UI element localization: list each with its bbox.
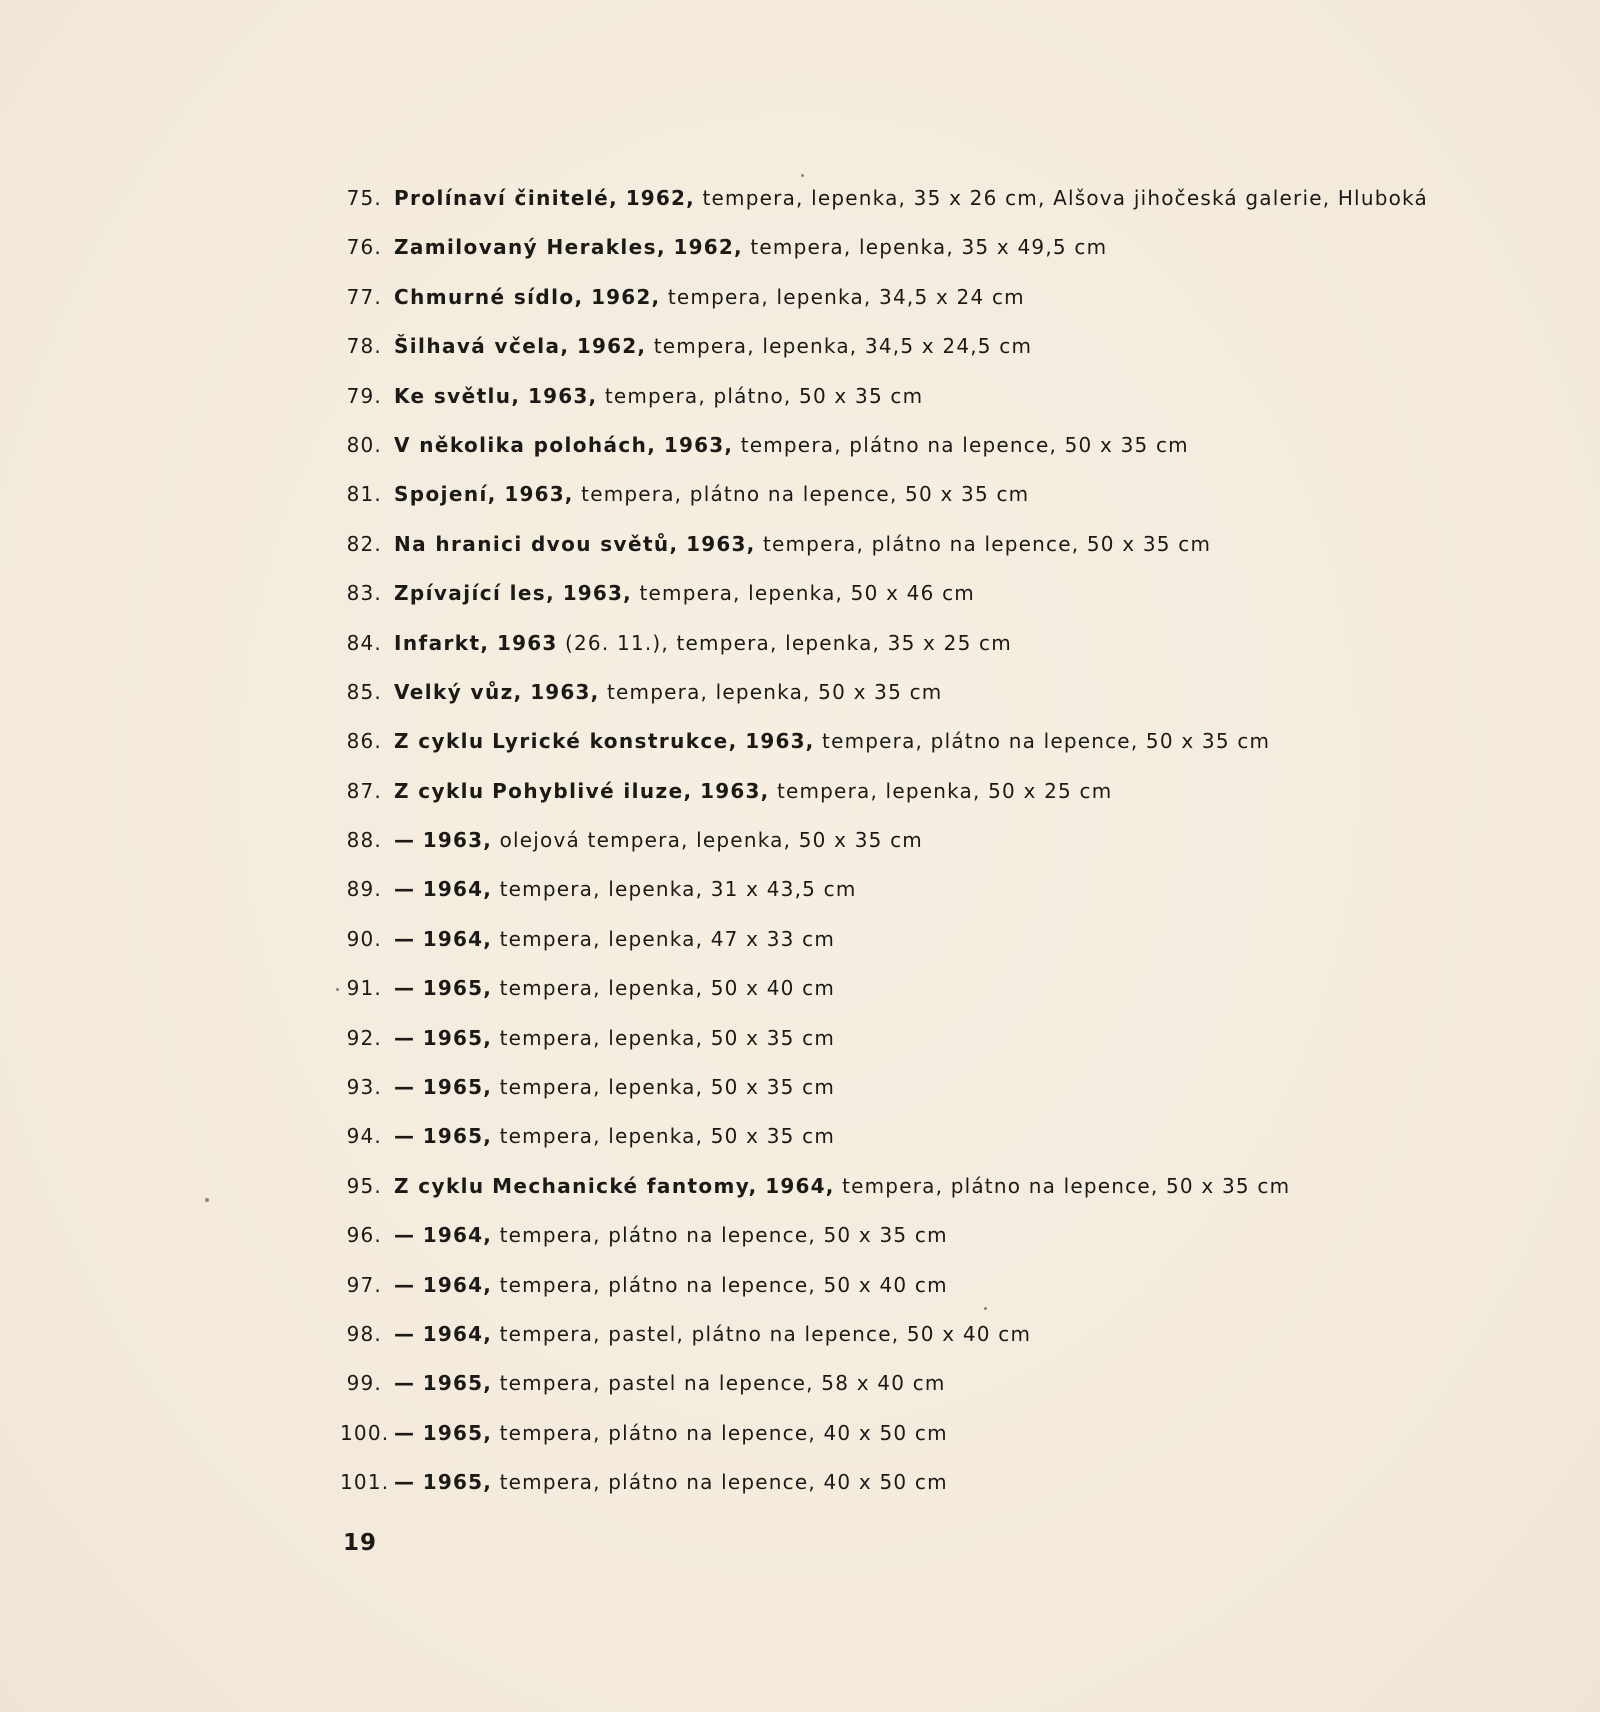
catalog-entry xyxy=(340,425,1580,474)
artwork-details: tempera, plátno, 50 x 35 cm xyxy=(604,383,924,408)
entry-number: 84. xyxy=(346,630,382,655)
entry-text xyxy=(394,227,1107,267)
catalog-entry xyxy=(340,1166,1580,1215)
catalog-entry xyxy=(340,1067,1580,1116)
artwork-title: V několika polohách, xyxy=(394,432,657,457)
entry-text xyxy=(394,919,835,959)
dash-mark: — xyxy=(394,1124,416,1149)
dash-mark: — xyxy=(394,877,416,902)
entry-text xyxy=(394,1067,835,1107)
artwork-details: tempera, plátno na lepence, 50 x 35 cm xyxy=(581,482,1030,507)
artwork-details: tempera, lepenka, 47 x 33 cm xyxy=(499,926,836,951)
artwork-details: tempera, plátno na lepence, 50 x 35 cm xyxy=(762,531,1212,556)
entry-number: 96. xyxy=(346,1223,382,1248)
artwork-details: tempera, lepenka, 50 x 46 cm xyxy=(639,581,975,606)
artwork-details: tempera, lepenka, 35 x 49,5 cm xyxy=(750,235,1108,260)
entry-text xyxy=(394,623,1012,663)
paper-speck xyxy=(801,174,804,177)
entry-number: 82. xyxy=(346,531,382,556)
artwork-year: 1965, xyxy=(422,1470,493,1495)
dash-mark: — xyxy=(394,828,416,853)
catalog-entry xyxy=(340,178,1580,227)
catalog-entry xyxy=(340,277,1580,326)
entry-text xyxy=(394,425,1189,465)
artwork-details: tempera, plátno na lepence, 50 x 35 cm xyxy=(499,1223,948,1248)
dash-mark: — xyxy=(394,976,416,1001)
artwork-details: tempera, pastel na lepence, 58 x 40 cm xyxy=(499,1371,946,1396)
artwork-year: 1964, xyxy=(422,926,493,951)
entry-text xyxy=(394,573,975,613)
artwork-year: 1963, xyxy=(700,778,770,803)
artwork-year: 1963, xyxy=(663,432,734,457)
entry-text xyxy=(394,1363,946,1403)
dash-mark: — xyxy=(394,1321,416,1346)
artwork-year: 1965, xyxy=(422,976,493,1001)
entry-text xyxy=(394,820,923,860)
artwork-title: Pohyblivé iluze, xyxy=(492,778,693,803)
artwork-details: tempera, lepenka, 34,5 x 24 cm xyxy=(667,284,1025,309)
artwork-year: 1964, xyxy=(422,1272,493,1297)
catalog-entry xyxy=(340,326,1580,375)
catalog-entry xyxy=(340,919,1580,968)
catalog-entry xyxy=(340,721,1580,770)
entry-text xyxy=(394,672,942,712)
artwork-year: 1964, xyxy=(765,1173,835,1198)
artwork-year: 1963 xyxy=(496,630,558,655)
entry-number: 101. xyxy=(340,1470,390,1495)
entry-text xyxy=(394,1215,948,1255)
catalog-entry xyxy=(340,1314,1580,1363)
catalog-entry xyxy=(340,968,1580,1017)
entry-number: 100. xyxy=(340,1420,390,1445)
entry-text xyxy=(394,721,1270,761)
catalog-entry xyxy=(340,1116,1580,1165)
artwork-title: Ke světlu, xyxy=(394,383,521,408)
artwork-year: 1965, xyxy=(422,1025,493,1050)
artwork-details: tempera, lepenka, 35 x 26 cm, Alšova jihočeská galerie, Hluboká xyxy=(702,186,1428,210)
entry-number: 91. xyxy=(346,976,382,1001)
entry-number: 89. xyxy=(346,877,382,902)
entry-text xyxy=(394,474,1029,514)
artwork-title: Na hranici dvou světů, xyxy=(394,531,679,556)
artwork-year: 1963, xyxy=(686,531,756,556)
entry-number: 86. xyxy=(346,729,382,754)
catalog-entry xyxy=(340,227,1580,276)
artwork-details: tempera, lepenka, 34,5 x 24,5 cm xyxy=(653,334,1033,359)
artwork-title: Lyrické konstrukce, xyxy=(492,729,738,754)
entry-text xyxy=(394,1116,835,1156)
entry-number: 81. xyxy=(346,482,382,507)
catalog-entry xyxy=(340,1462,1580,1511)
catalog-entry xyxy=(340,623,1580,672)
entry-text xyxy=(394,771,1112,811)
artwork-title: Zpívající les, xyxy=(394,581,556,606)
entry-number: 77. xyxy=(346,284,382,309)
entry-text xyxy=(394,1462,948,1502)
entry-number: 76. xyxy=(346,235,382,260)
cycle-prefix: Z cyklu xyxy=(394,778,485,803)
entry-number: 98. xyxy=(346,1321,382,1346)
artwork-year: 1963, xyxy=(422,828,493,853)
artwork-details: tempera, lepenka, 50 x 35 cm xyxy=(499,1075,836,1100)
entry-text xyxy=(394,869,857,909)
dash-mark: — xyxy=(394,1420,416,1445)
artwork-year: 1965, xyxy=(422,1124,493,1149)
artwork-year: 1963, xyxy=(745,729,815,754)
entry-number: 88. xyxy=(346,828,382,853)
artwork-details: tempera, plátno na lepence, 40 x 50 cm xyxy=(499,1420,948,1445)
entry-text xyxy=(394,524,1211,564)
entry-text xyxy=(394,1314,1031,1354)
entry-text xyxy=(394,376,923,416)
entry-text xyxy=(394,1018,835,1058)
artwork-details: tempera, lepenka, 31 x 43,5 cm xyxy=(499,877,857,902)
entry-number: 75. xyxy=(346,186,382,210)
cycle-prefix: Z cyklu xyxy=(394,729,485,754)
catalog-entry xyxy=(340,869,1580,918)
entry-number: 79. xyxy=(346,383,382,408)
artwork-year: 1962, xyxy=(576,334,647,359)
artwork-details: tempera, plátno na lepence, 50 x 40 cm xyxy=(499,1272,948,1297)
entry-text xyxy=(394,1413,948,1453)
catalog-entry xyxy=(340,524,1580,573)
catalog-entry xyxy=(340,820,1580,869)
artwork-year: 1963, xyxy=(530,679,600,704)
dash-mark: — xyxy=(394,926,416,951)
entry-number: 92. xyxy=(346,1025,382,1050)
artwork-year: 1964, xyxy=(422,877,493,902)
entry-number: 80. xyxy=(346,432,382,457)
paper-speck xyxy=(336,988,339,991)
artwork-year: 1965, xyxy=(422,1075,493,1100)
dash-mark: — xyxy=(394,1371,416,1396)
artwork-details: tempera, lepenka, 50 x 35 cm xyxy=(607,679,943,704)
catalog-entry xyxy=(340,1018,1580,1067)
entry-text xyxy=(394,277,1025,317)
catalog-entry xyxy=(340,1215,1580,1264)
artwork-year: 1964, xyxy=(422,1223,493,1248)
artwork-title: Zamilovaný Herakles, xyxy=(394,235,666,260)
entry-text xyxy=(394,1265,948,1305)
entry-text xyxy=(394,968,835,1008)
artwork-title: Šilhavá včela, xyxy=(394,334,570,359)
catalog-entry xyxy=(340,771,1580,820)
entry-number: 83. xyxy=(346,581,382,606)
entry-number: 85. xyxy=(346,679,382,704)
entry-number: 78. xyxy=(346,334,382,359)
entry-number: 87. xyxy=(346,778,382,803)
catalog-entry xyxy=(340,376,1580,425)
artwork-title: Chmurné sídlo, xyxy=(394,284,584,309)
dash-mark: — xyxy=(394,1272,416,1297)
artwork-year: 1964, xyxy=(422,1321,493,1346)
cycle-prefix: Z cyklu xyxy=(394,1173,485,1198)
artwork-year: 1963, xyxy=(528,383,598,408)
artwork-catalog-list xyxy=(340,178,1580,1512)
artwork-title: Infarkt, xyxy=(394,630,490,655)
artwork-details: tempera, lepenka, 50 x 25 cm xyxy=(776,778,1113,803)
artwork-year: 1963, xyxy=(562,581,632,606)
artwork-details: tempera, plátno na lepence, 50 x 35 cm xyxy=(740,432,1189,457)
artwork-year: 1962, xyxy=(625,186,695,210)
artwork-details: tempera, lepenka, 50 x 35 cm xyxy=(499,1124,836,1149)
artwork-year: 1965, xyxy=(422,1371,493,1396)
entry-text xyxy=(394,1166,1290,1206)
artwork-year: 1963, xyxy=(504,482,574,507)
dash-mark: — xyxy=(394,1470,416,1495)
entry-text xyxy=(394,178,1428,218)
artwork-details: olejová tempera, lepenka, 50 x 35 cm xyxy=(499,828,923,853)
paper-speck xyxy=(205,1198,209,1202)
catalog-entry xyxy=(340,573,1580,622)
catalog-entry xyxy=(340,1265,1580,1314)
artwork-title: Velký vůz, xyxy=(394,679,523,704)
artwork-details: tempera, pastel, plátno na lepence, 50 x 40 cm xyxy=(499,1321,1032,1346)
entry-number: 95. xyxy=(346,1173,382,1198)
entry-number: 97. xyxy=(346,1272,382,1297)
artwork-details: tempera, plátno na lepence, 50 x 35 cm xyxy=(842,1173,1291,1198)
artwork-title: Spojení, xyxy=(394,482,497,507)
paper-speck xyxy=(984,1307,987,1310)
dash-mark: — xyxy=(394,1075,416,1100)
dash-mark: — xyxy=(394,1025,416,1050)
artwork-year: 1962, xyxy=(591,284,661,309)
artwork-details: (26. 11.), tempera, lepenka, 35 x 25 cm xyxy=(565,630,1012,655)
entry-number: 94. xyxy=(346,1124,382,1149)
catalog-entry xyxy=(340,474,1580,523)
dash-mark: — xyxy=(394,1223,416,1248)
catalog-entry xyxy=(340,672,1580,721)
artwork-title: Prolínaví činitelé, xyxy=(394,186,619,210)
entry-number: 93. xyxy=(346,1075,382,1100)
entry-number: 90. xyxy=(346,926,382,951)
artwork-year: 1962, xyxy=(673,235,743,260)
page-number: 19 xyxy=(343,1530,378,1556)
catalog-entry xyxy=(340,1363,1580,1412)
entry-number: 99. xyxy=(346,1371,382,1396)
artwork-year: 1965, xyxy=(422,1420,493,1445)
artwork-details: tempera, lepenka, 50 x 35 cm xyxy=(499,1025,836,1050)
artwork-details: tempera, lepenka, 50 x 40 cm xyxy=(499,976,836,1001)
artwork-details: tempera, plátno na lepence, 50 x 35 cm xyxy=(822,729,1271,754)
artwork-details: tempera, plátno na lepence, 40 x 50 cm xyxy=(499,1470,948,1495)
entry-text xyxy=(394,326,1032,366)
catalog-entry xyxy=(340,1413,1580,1462)
artwork-title: Mechanické fantomy, xyxy=(492,1173,758,1198)
